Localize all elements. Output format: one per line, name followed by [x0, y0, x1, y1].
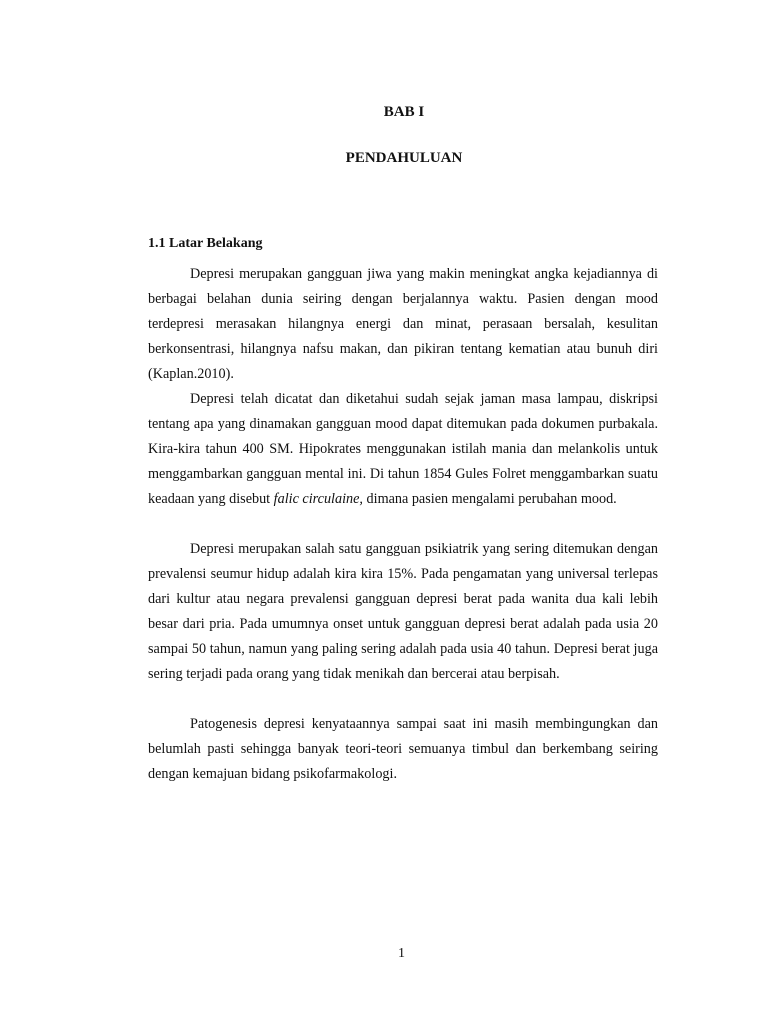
paragraph-2-after: dimana pasien mengalami perubahan mood.: [362, 491, 617, 507]
paragraph-1: Depresi merupakan gangguan jiwa yang makin meningkat angka kejadiannya di berbagai belahan dunia seiring dengan berjalannya waktu. Pasien dengan mood terdepresi merasakan hilangnya energi dan minat, perasaan bersalah, kesulitan berkonsentrasi, hilangnya nafsu makan, dan pikiran tentang kematian atau bunuh diri (Kaplan.2010).: [148, 266, 658, 382]
body-text: [148, 262, 658, 787]
paragraph-4: Patogenesis depresi kenyataannya sampai saat ini masih membingungkan dan belumlah pasti sehingga banyak teori-teori semuanya timbul dan berkembang seiring dengan kemajuan bidang psikofarmakologi.: [148, 716, 658, 782]
page-number: 1: [398, 946, 405, 961]
paragraph-2-italic-term: falic circulaine,: [273, 491, 363, 507]
section-heading: 1.1 Latar Belakang: [148, 236, 263, 251]
paragraph-2: [148, 387, 658, 512]
paragraph-2-before: Depresi telah dicatat dan diketahui sudah sejak jaman masa lampau, diskripsi tentang apa yang dinamakan gangguan mood dapat ditemukan pada dokumen purbakala. Kira-kira tahun 400 SM. Hipokrates menggunakan istilah mania dan melankolis untuk menggambarkan gangguan mental ini. Di tahun 1854 Gules Folret menggambarkan suatu keadaan yang disebut: [148, 391, 658, 507]
chapter-title: PENDAHULUAN: [345, 150, 463, 166]
paragraph-3: Depresi merupakan salah satu gangguan psikiatrik yang sering ditemukan dengan prevalensi seumur hidup adalah kira kira 15%. Pada pengamatan yang universal terlepas dari kultur atau negara prevalensi gangguan depresi berat pada wanita dua kali lebih besar dari pria. Pada umumnya onset untuk gangguan depresi berat adalah pada usia 20 sampai 50 tahun, namun yang paling sering adalah pada usia 40 tahun. Depresi berat juga sering terjadi pada orang yang tidak menikah dan bercerai atau berpisah.: [148, 541, 658, 682]
chapter-number: BAB I: [383, 104, 425, 120]
